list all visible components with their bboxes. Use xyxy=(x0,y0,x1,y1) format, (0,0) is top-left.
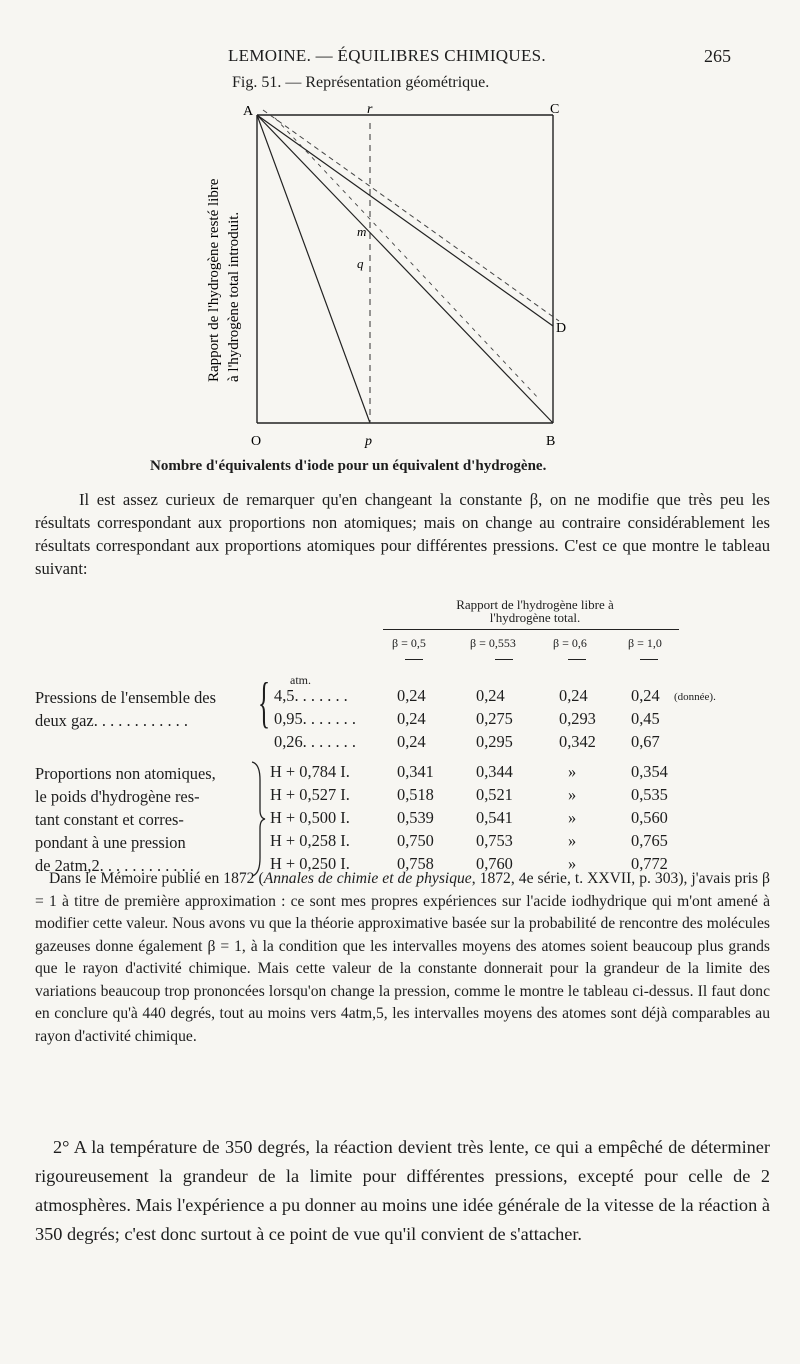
col-dash-4 xyxy=(640,659,658,660)
group-1-label-1: Pressions de l'ensemble des xyxy=(35,688,216,707)
donnee-note: (donnée). xyxy=(674,691,716,703)
paragraph-3: 2° A la température de 350 degrés, la réaction devient très lente, ce qui a empêché de déterminer rigoureusement la grandeur de la limite pour différentes pressions, excepté pour celle de 2 atmosphères. Mais l'expérience a pu donner au moins une idée générale de la vitesse de la réaction à 350 degrés; c'est donc surtout à ce point de vue qu'il convient de s'attacher. xyxy=(35,1137,770,1244)
dashed-line-2 xyxy=(275,118,540,400)
group-2-label-4: pondant à une pression xyxy=(35,833,186,852)
brace-group-1: { xyxy=(258,672,271,734)
table-row: H + 0,784 I. 0,341 0,344 » 0,354 xyxy=(270,762,668,781)
unit-atm: atm. xyxy=(290,673,311,687)
table-row: 0,95. . . . . . . 0,24 0,275 0,293 0,45 xyxy=(274,709,660,728)
label-p: p xyxy=(365,434,372,449)
journal-title: Annales de chimie et de physique xyxy=(263,870,472,887)
label-m: m xyxy=(357,224,367,239)
figure-caption: Fig. 51. — Représentation géométrique. xyxy=(232,74,490,91)
paragraph-2: Dans le Mémoire publié en 1872 (Annales de chimie et de physique, 1872, 4e série, t. XXVII, p. 303), j'avais pris β = 1 à titre de première approximation : ce sont mes propres expériences sur l'acide iodhydrique qui m'ont amené à modifier cette valeur. Nous avons vu que la théorie approximative basée sur la probabilité de rencontre des molécules gazeuses donne également β = 1, à la condition que les intervalles moyens des atomes soient beaucoup plus grands que le rayon d'activité chimique. Mais cette valeur de la constante donnerait pour la grandeur de la limite des variations beaucoup trop prononcées lorsqu'on change la pression, comme le montre le tableau ci-dessus. Il faut donc en conclure qu'à 440 degrés, tout au moins vers 4atm,5, les intervalles moyens des atomes sont déjà comparables au rayon d'activité chimique. xyxy=(35,870,770,1045)
geometric-figure xyxy=(0,0,800,470)
table-row: 0,26. . . . . . . 0,24 0,295 0,342 0,67 xyxy=(274,732,660,751)
table-row: H + 0,258 I. 0,750 0,753 » 0,765 xyxy=(270,831,668,850)
table-row: H + 0,250 I. 0,758 0,760 » 0,772 xyxy=(270,854,668,873)
label-a: A xyxy=(243,104,254,119)
running-head-title: LEMOINE. — ÉQUILIBRES CHIMIQUES. xyxy=(228,46,546,65)
col-beta-0-553: β = 0,553 xyxy=(470,636,516,650)
group-1-label-2: deux gaz. . . . . . . . . . . . xyxy=(35,711,188,730)
table-row: H + 0,527 I. 0,518 0,521 » 0,535 xyxy=(270,785,668,804)
col-beta-0-6: β = 0,6 xyxy=(553,636,587,650)
label-r: r xyxy=(367,102,373,117)
col-beta-0-5: β = 0,5 xyxy=(392,636,426,650)
group-2-label-5: de 2atm,2. . . . . . . . . . . . xyxy=(35,856,194,875)
dashed-line-1 xyxy=(263,110,559,321)
y-axis-label-2: à l'hydrogène total introduit. xyxy=(226,211,242,382)
paragraph-1-text: Il est assez curieux de remarquer qu'en changeant la constante β, on ne modifie que très peu les résultats correspondant aux proportions non atomiques; mais on change au contraire considérablement les résultats correspondant aux proportions atomiques pour différentes pressions. C'est ce que montre le tableau suivant: xyxy=(35,490,770,578)
x-axis-label: Nombre d'équivalents d'iode pour un équivalent d'hydrogène. xyxy=(150,458,547,474)
table-row: H + 0,500 I. 0,539 0,541 » 0,560 xyxy=(270,808,668,827)
group-2-label-3: tant constant et corres- xyxy=(35,810,184,829)
group-2-label-1: Proportions non atomiques, xyxy=(35,764,216,783)
table-row: 4,5. . . . . . . 0,24 0,24 0,24 0,24 (donnée). xyxy=(274,686,716,705)
line-ap xyxy=(257,115,370,423)
col-dash-1 xyxy=(405,659,423,660)
col-dash-2 xyxy=(495,659,513,660)
line-ab xyxy=(257,115,553,423)
paragraph-1 xyxy=(35,488,770,580)
table-header: Rapport de l'hydrogène libre à l'hydrogène total. xyxy=(456,597,614,625)
col-beta-1-0: β = 1,0 xyxy=(628,636,662,650)
col-dash-3 xyxy=(568,659,586,660)
label-q: q xyxy=(357,256,364,271)
group-2-label-2: le poids d'hydrogène res- xyxy=(35,787,200,806)
label-d: D xyxy=(556,321,567,336)
label-b: B xyxy=(546,434,556,449)
label-o: O xyxy=(251,434,262,449)
y-axis-label-1: Rapport de l'hydrogène resté libre xyxy=(206,178,222,382)
page-number: 265 xyxy=(704,46,731,66)
header-rule xyxy=(383,629,679,630)
label-c: C xyxy=(550,102,560,117)
